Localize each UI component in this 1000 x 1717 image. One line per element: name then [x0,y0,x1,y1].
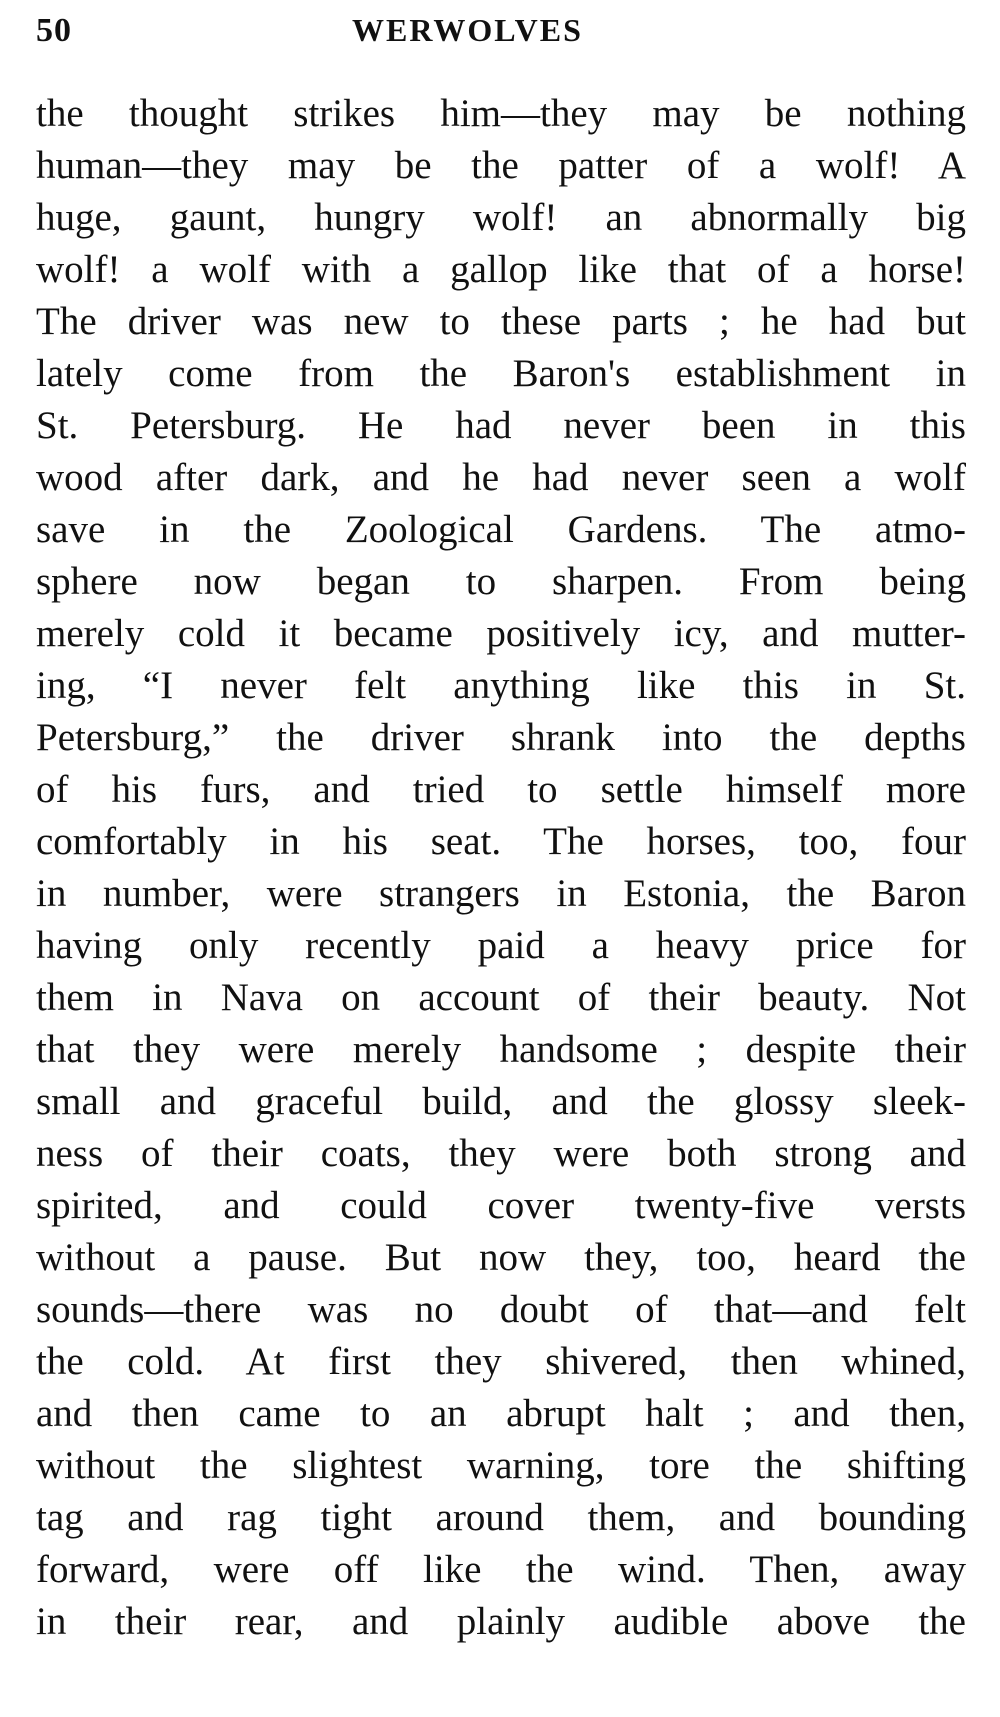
text-line: sounds—there was no doubt of that—and felt [36,1288,966,1331]
text-line: save in the Zoological Gardens. The atmo- [36,508,966,551]
text-line: without the slightest warning, tore the shifting [36,1444,966,1487]
text-line: The driver was new to these parts ; he had but [36,300,966,343]
page-header [36,6,966,56]
text-line: forward, were off like the wind. Then, away [36,1548,966,1591]
page-number: 50 [36,12,72,49]
body-text [36,88,966,1648]
text-line: lately come from the Baron's establishment in [36,352,966,395]
text-line: the thought strikes him—they may be nothing [36,92,966,135]
text-line: St. Petersburg. He had never been in this [36,404,966,447]
text-line: small and graceful build, and the glossy sleek- [36,1080,966,1123]
text-line: ing, “I never felt anything like this in St. [36,664,966,707]
text-line: in their rear, and plainly audible above the [36,1600,966,1643]
text-line: merely cold it became positively icy, and mutter- [36,612,966,655]
text-line: wood after dark, and he had never seen a wolf [36,456,966,499]
text-line: the cold. At first they shivered, then whined, [36,1340,966,1383]
text-line: having only recently paid a heavy price for [36,924,966,967]
running-head: WERWOLVES [352,12,583,48]
text-line: in number, were strangers in Estonia, the Baron [36,872,966,915]
text-line: that they were merely handsome ; despite their [36,1028,966,1071]
text-line: and then came to an abrupt halt ; and then, [36,1392,966,1435]
text-line: them in Nava on account of their beauty. Not [36,976,966,1019]
text-line: wolf! a wolf with a gallop like that of a horse! [36,248,966,291]
text-line: Petersburg,” the driver shrank into the depths [36,716,966,759]
text-line: without a pause. But now they, too, heard the [36,1236,966,1279]
text-line: tag and rag tight around them, and bounding [36,1496,966,1539]
text-line: of his furs, and tried to settle himself more [36,768,966,811]
text-line: huge, gaunt, hungry wolf! an abnormally big [36,196,966,239]
text-line: human—they may be the patter of a wolf! A [36,144,966,187]
text-line: ness of their coats, they were both strong and [36,1132,966,1175]
text-line: spirited, and could cover twenty-five versts [36,1184,966,1227]
text-line: sphere now began to sharpen. From being [36,560,966,603]
text-line: comfortably in his seat. The horses, too, four [36,820,966,863]
